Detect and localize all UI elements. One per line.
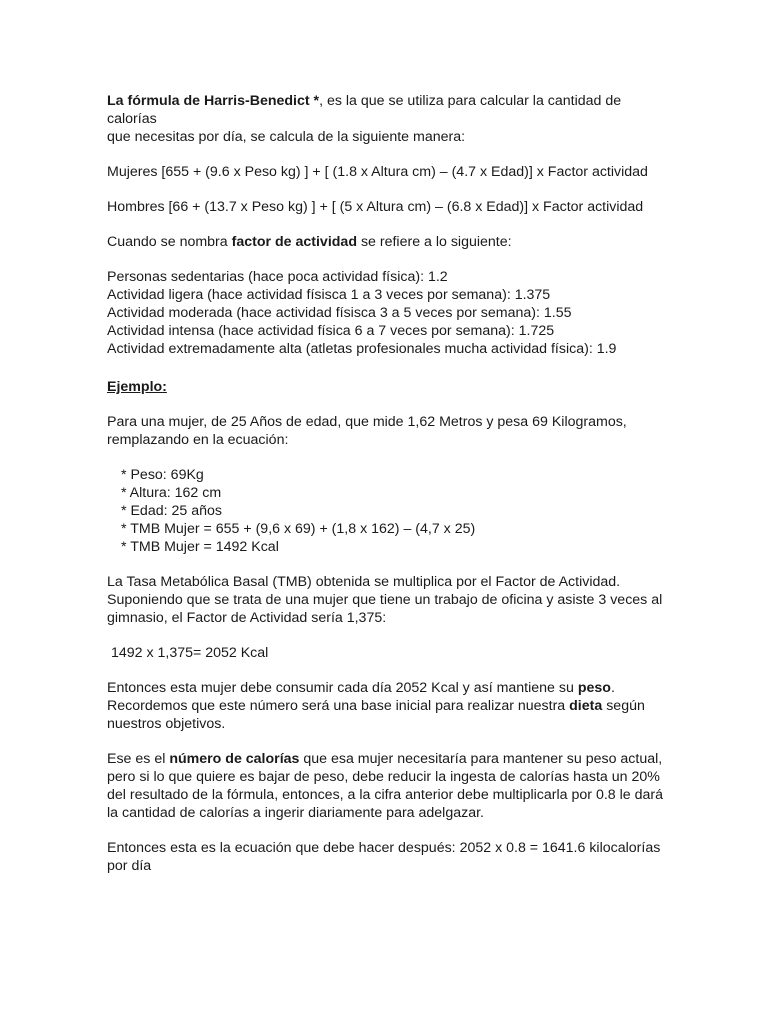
intro-line-2: que necesitas por día, se calcula de la siguiente manera: (107, 129, 466, 145)
activity-levels-list (107, 268, 667, 358)
list-item: Personas sedentarias (hace poca actividad física): 1.2 (107, 269, 448, 285)
men-formula: Hombres [66 + (13.7 x Peso kg) ] + [ (5 x Altura cm) – (6.8 x Edad)] x Factor actividad (107, 199, 644, 215)
calculation-line: 1492 x 1,375= 2052 Kcal (107, 645, 269, 661)
activity-intro: Cuando se nombra factor de actividad se refiere a lo siguiente: (107, 234, 512, 250)
example-intro: Para una mujer, de 25 Años de edad, que mide 1,62 Metros y pesa 69 Kilogramos, remplazando en la ecuación: (107, 414, 627, 448)
final-paragraph: Entonces esta es la ecuación que debe hacer después: 2052 x 0.8 = 1641.6 kilocalorías por día (107, 840, 661, 874)
example-values-list (107, 466, 667, 556)
intro-paragraph (107, 92, 667, 146)
list-item: Actividad intensa (hace actividad física 6 a 7 veces por semana): 1.725 (107, 323, 555, 339)
list-item: * TMB Mujer = 1492 Kcal (121, 539, 279, 555)
list-item: Actividad moderada (hace actividad físisca 3 a 5 veces por semana): 1.55 (107, 305, 572, 321)
intro-line-1: La fórmula de Harris-Benedict *, es la que se utiliza para calcular la cantidad de calorías (107, 93, 622, 127)
formula-title: La fórmula de Harris-Benedict * (107, 93, 320, 109)
list-item: * Peso: 69Kg (121, 467, 204, 483)
list-item: * Altura: 162 cm (121, 485, 222, 501)
document-page (107, 92, 667, 875)
calories-term: número de calorías (169, 751, 300, 767)
activity-factor-term: factor de actividad (231, 234, 357, 250)
example-heading: Ejemplo: (107, 379, 167, 395)
list-item: * Edad: 25 años (121, 503, 222, 519)
consume-paragraph: Entonces esta mujer debe consumir cada día 2052 Kcal y así mantiene su peso. Recordemos que este número será una base inicial para realizar nuestra dieta según nuestros objetivos. (107, 680, 645, 732)
list-item: Actividad extremadamente alta (atletas profesionales mucha actividad física): 1.9 (107, 341, 617, 357)
diet-term: dieta (569, 698, 603, 714)
weight-term: peso (577, 680, 611, 696)
calories-paragraph: Ese es el número de calorías que esa mujer necesitaría para mantener su peso actual, pero si lo que quiere es bajar de peso, debe reducir la ingesta de calorías hasta un 20% del resultado de la fórmula, entonces, a la cifra anterior debe multiplicarla por 0.8 le dará la cantidad de calorías a ingerir diariamente para adelgazar. (107, 751, 663, 821)
tmb-paragraph: La Tasa Metabólica Basal (TMB) obtenida se multiplica por el Factor de Actividad. Suponiendo que se trata de una mujer que tiene un trabajo de oficina y asiste 3 veces al gimnasio, el Factor de Actividad sería 1,375: (107, 574, 663, 626)
women-formula: Mujeres [655 + (9.6 x Peso kg) ] + [ (1.8 x Altura cm) – (4.7 x Edad)] x Factor actividad (107, 164, 648, 180)
list-item: * TMB Mujer = 655 + (9,6 x 69) + (1,8 x 162) – (4,7 x 25) (121, 521, 476, 537)
list-item: Actividad ligera (hace actividad físisca 1 a 3 veces por semana): 1.375 (107, 287, 551, 303)
